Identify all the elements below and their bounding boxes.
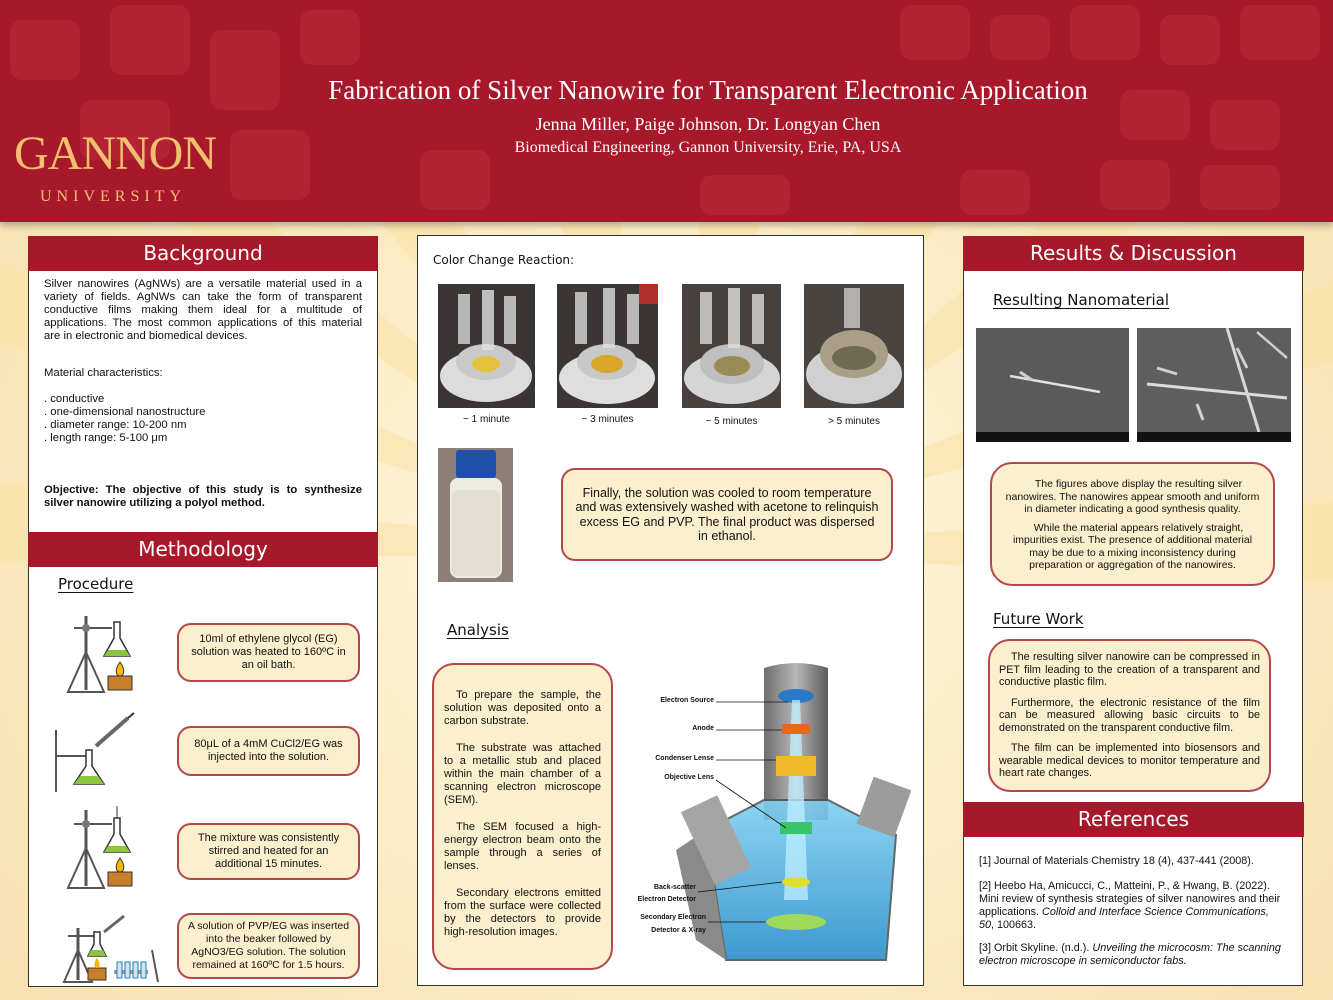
logo-gannon: GANNON (14, 127, 216, 180)
sem-label-backscatter-detector: Electron Detector (637, 896, 696, 903)
poster-affiliation: Biomedical Engineering, Gannon University, Erie, PA, USA (514, 139, 902, 156)
analysis-paragraph-2: The substrate was attached to a metallic stub and placed within the main chamber of a scanning electron microscope (SEM). (444, 742, 601, 806)
characteristics-list (44, 393, 362, 445)
logo-university: UNIVERSITY (40, 188, 186, 205)
photo-caption-3: ~ 5 minutes (705, 416, 758, 427)
sem-label-backscatter: Back-scatter (653, 884, 696, 891)
reference-2: [2] Heebo Ha, Amicucci, C., Matteini, P., & Hwang, B. (2022). Mini review of synthesis strategies of silver nanowires and their applications. Colloid and Interface Science Communications, 50, 100663. (979, 880, 1281, 931)
photo-caption-2: ~ 3 minutes (581, 414, 634, 425)
nanomaterial-heading: Resulting Nanomaterial (993, 291, 1170, 309)
photo-caption-4: > 5 minutes (828, 416, 880, 427)
poster-title: Fabrication of Silver Nanowire for Transparent Electronic Application (328, 75, 1088, 105)
final-product-text: Finally, the solution was cooled to room temperature and was extensively washed with acetone to relinquish excess EG and PVP. The final product was dispersed in ethanol. (561, 468, 893, 561)
pipette-injection-icon (52, 710, 142, 794)
reaction-photo-3min (557, 284, 658, 408)
background-heading: Background (28, 236, 378, 271)
objective-text: Objective: The objective of this study is to synthesize silver nanowire utilizing a polyol method. (44, 484, 362, 509)
poster-header (0, 0, 1333, 222)
characteristics-label: Material characteristics: (44, 367, 163, 379)
list-item: . conductive (44, 393, 105, 405)
procedure-step-1: 10ml of ethylene glycol (EG) solution was heated to 160ºC in an oil bath. (177, 623, 360, 682)
reagent-addition-icon (60, 910, 164, 986)
results-discussion-box (990, 462, 1275, 586)
sem-image-2 (1137, 328, 1291, 442)
procedure-step-3: The mixture was consistently stirred and heated for an additional 15 minutes. (177, 823, 360, 880)
analysis-paragraph-1: To prepare the sample, the solution was deposited onto a carbon substrate. (444, 689, 601, 727)
sem-label-secondary: Secondary Electron (640, 914, 706, 921)
sem-image-1 (976, 328, 1129, 442)
stirring-heating-icon (64, 806, 144, 892)
results-paragraph-1: The figures above display the resulting silver nanowires. The nanowires appear smooth and uniform in diameter indicating a good synthesis quality. (1005, 478, 1260, 515)
reaction-photo-over-5min (804, 284, 904, 408)
sem-label-secondary-detector: Detector & X-ray (651, 927, 706, 934)
reaction-photo-1min (438, 284, 535, 408)
header-pattern (0, 0, 1333, 222)
photo-caption-1: ~ 1 minute (463, 414, 510, 425)
list-item: . diameter range: 10-200 nm (44, 419, 187, 431)
methodology-heading: Methodology (28, 532, 378, 567)
list-item: . length range: 5-100 μm (44, 432, 168, 444)
results-heading: Results & Discussion (963, 236, 1304, 271)
reference-3: [3] Orbit Skyline. (n.d.). Unveiling the microcosm: The scanning electron microscope in semiconductor fabs. (979, 942, 1281, 967)
sem-label-condenser-lense: Condenser Lense (655, 755, 714, 762)
reference-1: [1] Journal of Materials Chemistry 18 (4), 437-441 (2008). (979, 855, 1254, 867)
analysis-heading: Analysis (447, 621, 509, 639)
final-product-bottle-photo (438, 448, 513, 582)
analysis-paragraph-3: The SEM focused a high-energy electron beam onto the sample through a series of lenses. (444, 821, 601, 872)
list-item: . one-dimensional nanostructure (44, 406, 206, 418)
sem-label-anode: Anode (692, 725, 714, 732)
future-work-heading: Future Work (993, 610, 1084, 628)
sem-label-objective-lens: Objective Lens (664, 774, 714, 781)
future-work-box (988, 639, 1271, 792)
poster-authors: Jenna Miller, Paige Johnson, Dr. Longyan Chen (535, 114, 881, 134)
analysis-box (432, 663, 613, 970)
sem-label-electron-source: Electron Source (660, 697, 714, 704)
reaction-photo-5min (682, 284, 781, 408)
future-paragraph-1: The resulting silver nanowire can be compressed in PET film leading to the creation of a transparent and conductive plastic film. (999, 651, 1260, 688)
future-paragraph-3: The film can be implemented into biosensors and wearable medical devices to monitor temperature and heart rate changes. (999, 742, 1260, 779)
future-paragraph-2: Furthermore, the electronic resistance of the film can be measured allowing basic circuits to be demonstrated on the transparent conductive film. (999, 696, 1260, 734)
procedure-step-4: A solution of PVP/EG was inserted into the beaker followed by AgNO3/EG solution. The solution remained at 160ºC for 1.5 hours. (177, 913, 360, 979)
procedure-heading: Procedure (58, 575, 134, 593)
procedure-step-2: 80μL of a 4mM CuCl2/EG was injected into the solution. (177, 726, 360, 776)
references-list (979, 855, 1285, 968)
results-paragraph-2: While the material appears relatively straight, impurities exist. The presence of additional material may be due to a mixing inconsistency during preparation or aggregation of the nanowires. (1012, 521, 1253, 571)
analysis-paragraph-4: Secondary electrons emitted from the surface were collected by the detectors to provide high-resolution images. (444, 887, 601, 938)
ring-stand-heating-icon (64, 612, 144, 696)
references-heading: References (963, 802, 1304, 837)
background-intro: Silver nanowires (AgNWs) are a versatile material used in a variety of fields. AgNWs can take the form of transparent conductive films making them ideal for a multitude of applications. The most common applications of this material are in electronic and biomedical devices. (44, 278, 362, 342)
color-change-heading: Color Change Reaction: (433, 253, 575, 267)
